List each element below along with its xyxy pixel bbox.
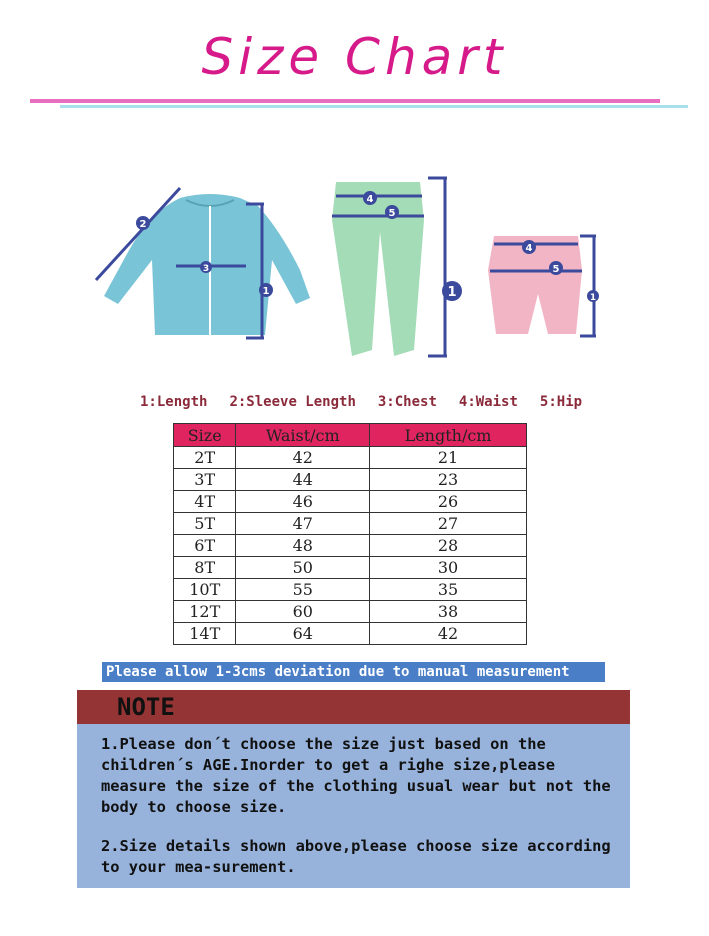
cell-size: 6T bbox=[174, 535, 236, 557]
marker-1-pants bbox=[442, 281, 462, 301]
cell-length: 26 bbox=[370, 491, 527, 513]
shorts-illustration bbox=[488, 236, 596, 336]
garment-illustrations bbox=[0, 170, 709, 370]
svg-text:5: 5 bbox=[388, 208, 396, 219]
cell-length: 42 bbox=[370, 623, 527, 645]
table-row bbox=[174, 535, 527, 557]
legend-chest: 3:Chest bbox=[377, 394, 437, 410]
cell-length: 30 bbox=[370, 557, 527, 579]
size-table bbox=[173, 423, 527, 645]
svg-text:1: 1 bbox=[589, 293, 597, 303]
cell-size: 3T bbox=[174, 469, 236, 491]
cell-length: 38 bbox=[370, 601, 527, 623]
table-row bbox=[174, 601, 527, 623]
svg-text:1: 1 bbox=[447, 285, 457, 300]
cell-size: 10T bbox=[174, 579, 236, 601]
cell-waist: 64 bbox=[236, 623, 370, 645]
marker-1-jacket bbox=[259, 283, 273, 297]
svg-text:5: 5 bbox=[552, 264, 560, 275]
svg-text:1: 1 bbox=[262, 286, 270, 297]
title-underline-pink bbox=[30, 99, 660, 103]
table-row bbox=[174, 623, 527, 645]
table-row bbox=[174, 557, 527, 579]
cell-size: 2T bbox=[174, 447, 236, 469]
title-underline-blue bbox=[60, 105, 688, 108]
table-row bbox=[174, 491, 527, 513]
marker-2 bbox=[136, 216, 150, 230]
legend-length: 1:Length bbox=[140, 394, 208, 410]
cell-waist: 60 bbox=[236, 601, 370, 623]
cell-size: 14T bbox=[174, 623, 236, 645]
pants-illustration bbox=[332, 178, 447, 356]
note-heading-bar bbox=[77, 690, 630, 724]
note-heading: NOTE bbox=[117, 693, 175, 721]
legend-sleeve-length: 2:Sleeve Length bbox=[229, 394, 356, 410]
svg-text:3: 3 bbox=[202, 264, 210, 274]
cell-length: 27 bbox=[370, 513, 527, 535]
table-row bbox=[174, 513, 527, 535]
cell-waist: 55 bbox=[236, 579, 370, 601]
marker-5-pants bbox=[385, 205, 399, 219]
measurement-legend bbox=[140, 394, 600, 410]
cell-size: 8T bbox=[174, 557, 236, 579]
table-row bbox=[174, 447, 527, 469]
header-waist: Waist/cm bbox=[236, 424, 370, 447]
note-item-1: 1.Please don´t choose the size just based on the children´s AGE.Inorder to get a righe size,please measure the size of the clothing usual wear but not the body to choose size. bbox=[101, 735, 611, 816]
cell-waist: 47 bbox=[236, 513, 370, 535]
deviation-notice: Please allow 1-3cms deviation due to manual measurement bbox=[102, 662, 605, 682]
svg-text:2: 2 bbox=[139, 219, 147, 230]
cell-length: 23 bbox=[370, 469, 527, 491]
page-title: Size Chart bbox=[201, 28, 508, 86]
legend-hip: 5:Hip bbox=[539, 394, 583, 410]
table-row bbox=[174, 579, 527, 601]
cell-size: 12T bbox=[174, 601, 236, 623]
svg-text:4: 4 bbox=[525, 243, 533, 254]
marker-4-pants bbox=[363, 191, 377, 205]
cell-length: 21 bbox=[370, 447, 527, 469]
marker-4-shorts bbox=[522, 240, 536, 254]
cell-waist: 50 bbox=[236, 557, 370, 579]
marker-1-shorts bbox=[587, 290, 599, 303]
note-body bbox=[77, 724, 630, 888]
cell-length: 28 bbox=[370, 535, 527, 557]
marker-5-shorts bbox=[549, 261, 563, 275]
svg-text:4: 4 bbox=[366, 194, 374, 205]
cell-waist: 48 bbox=[236, 535, 370, 557]
table-row bbox=[174, 469, 527, 491]
note-item-2: 2.Size details shown above,please choose size according to your mea-surement. bbox=[101, 837, 611, 876]
legend-waist: 4:Waist bbox=[458, 394, 518, 410]
cell-waist: 44 bbox=[236, 469, 370, 491]
cell-length: 35 bbox=[370, 579, 527, 601]
cell-waist: 46 bbox=[236, 491, 370, 513]
cell-waist: 42 bbox=[236, 447, 370, 469]
header-length: Length/cm bbox=[370, 424, 527, 447]
cell-size: 4T bbox=[174, 491, 236, 513]
table-header-row bbox=[174, 424, 527, 447]
header-size: Size bbox=[174, 424, 236, 447]
cell-size: 5T bbox=[174, 513, 236, 535]
